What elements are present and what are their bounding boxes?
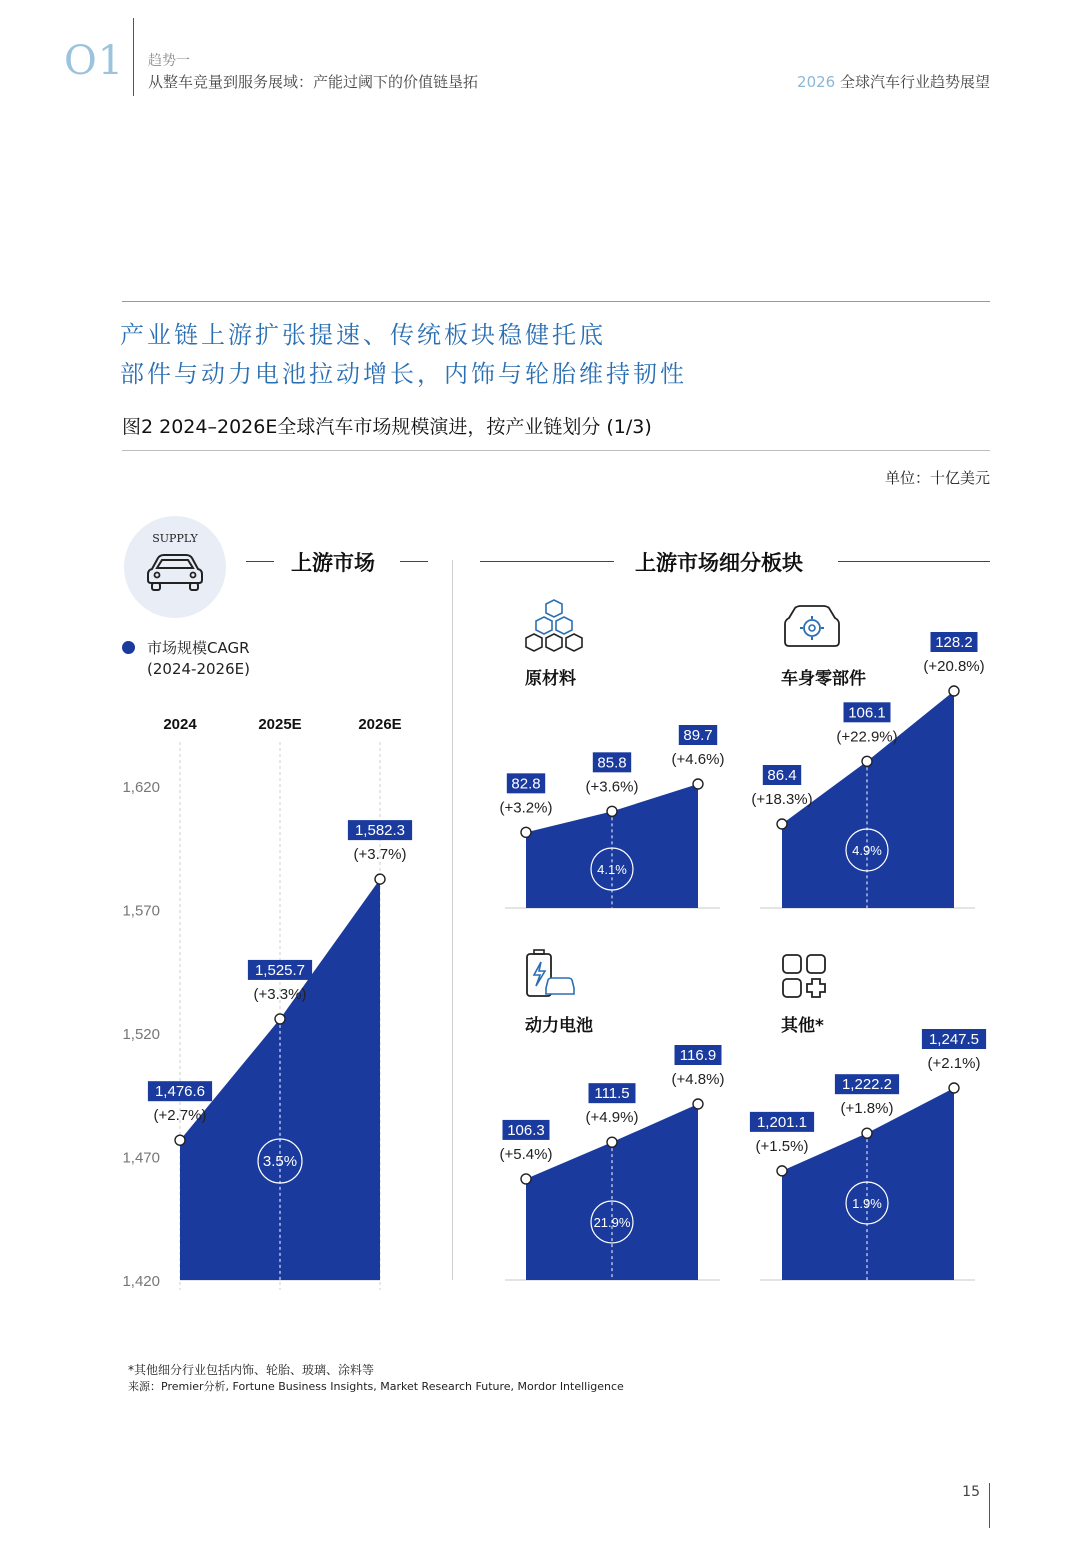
chart-4-growth-0: (+1.5%) [755, 1137, 809, 1155]
chart-2-point-0 [777, 819, 787, 829]
chart-3-value-2: 116.9 [679, 1047, 717, 1064]
main-ytick-0: 1,620 [122, 779, 160, 796]
chart-4-value-0: 1,201.1 [756, 1113, 808, 1131]
segment-title-battery: 动力电池 [525, 1016, 593, 1036]
page-number: 15 [962, 1484, 980, 1500]
chart-0-cagr-label: 3.5% [262, 1153, 298, 1170]
chart-1-value-0: 82.8 [511, 775, 541, 793]
main-category-0: 2024 [163, 716, 197, 733]
chart-1-value-2: 89.7 [683, 727, 713, 744]
main-ytick-2: 1,520 [122, 1026, 160, 1043]
chart-2-cagr-label: 4.9% [852, 843, 882, 858]
main-ytick-4: 1,420 [122, 1273, 160, 1290]
chart-4-point-1 [862, 1128, 872, 1138]
chart-1-growth-1: (+3.6%) [585, 778, 639, 796]
chart-4-value-2: 1,247.5 [928, 1031, 980, 1048]
supply-badge-text: SUPPLY [152, 532, 198, 545]
main-category-2: 2026E [358, 716, 402, 733]
chart-4-cagr-label: 1.9% [852, 1196, 882, 1211]
footnote-note: *其他细分行业包括内饰、轮胎、玻璃、涂料等 [128, 1363, 375, 1377]
chart-0-value-2: 1,582.3 [354, 822, 406, 840]
report-year: 2026 [797, 73, 836, 91]
main-ytick-1: 1,570 [122, 902, 160, 920]
segment-title-others: 其他* [781, 1016, 824, 1036]
figure-title: 图2 2024–2026E全球汽车市场规模演进，按产业链划分 (1/3) [122, 416, 652, 438]
chart-1-growth-0: (+3.2%) [499, 799, 553, 817]
chart-3-value-1: 111.5 [594, 1085, 630, 1103]
chart-1-point-2 [693, 779, 703, 789]
chart-2-value-1: 106.1 [848, 704, 886, 722]
page-number-rule [989, 1483, 990, 1528]
legend-line-1: 市场规模CAGR [147, 639, 250, 657]
chart-1-value-1: 85.8 [597, 754, 627, 772]
unit-label: 单位：十亿美元 [884, 469, 990, 487]
chart-0-point-1 [275, 1014, 285, 1024]
segment-title-body-parts: 车身零部件 [781, 669, 866, 689]
chart-3-value-0: 106.3 [507, 1121, 545, 1139]
segments-title: 上游市场细分板块 [635, 551, 803, 575]
chart-0-point-0 [175, 1135, 185, 1145]
chart-3-point-0 [521, 1174, 531, 1184]
trend-label: 趋势一 [148, 53, 190, 69]
chart-0-growth-0: (+2.7%) [153, 1107, 207, 1125]
chart-4-growth-1: (+1.8%) [840, 1100, 894, 1118]
chart-2-point-1 [862, 756, 872, 766]
chart-2-growth-2: (+20.8%) [923, 658, 985, 675]
chart-2-growth-1: (+22.9%) [836, 728, 898, 746]
section-number: O1 [64, 38, 125, 84]
trend-title: 从整车竞量到服务展域：产能过阈下的价值链垦拓 [148, 73, 479, 91]
headline-line-2: 部件与动力电池拉动增长，内饰与轮胎维持韧性 [120, 360, 687, 388]
chart-1-cagr-label: 4.1% [597, 862, 627, 877]
chart-4-point-2 [949, 1083, 959, 1093]
chart-0-value-1: 1,525.7 [254, 961, 306, 979]
chart-4-growth-2: (+2.1%) [927, 1055, 981, 1072]
main-ytick-3: 1,470 [122, 1149, 160, 1167]
chart-3-growth-1: (+4.9%) [585, 1109, 639, 1127]
segment-title-raw-materials: 原材料 [525, 669, 576, 689]
chart-4-value-1: 1,222.2 [841, 1076, 893, 1094]
chart-1-point-0 [521, 827, 531, 837]
chart-2-point-2 [949, 686, 959, 696]
chart-1-growth-2: (+4.6%) [671, 751, 725, 768]
legend-line-2: (2024-2026E) [147, 660, 250, 678]
chart-4-point-0 [777, 1166, 787, 1176]
chart-3-point-1 [607, 1137, 617, 1147]
headline-line-1: 产业链上游扩张提速、传统板块稳健托底 [120, 321, 606, 349]
chart-3-point-2 [693, 1099, 703, 1109]
chart-3-cagr-label: 21.9% [593, 1215, 631, 1230]
upstream-title: 上游市场 [291, 551, 375, 575]
chart-3-growth-0: (+5.4%) [499, 1145, 553, 1163]
chart-3-growth-2: (+4.8%) [671, 1071, 725, 1088]
chart-2-value-0: 86.4 [767, 767, 797, 784]
chart-2-growth-0: (+18.3%) [751, 791, 813, 808]
footnote-source: 来源：Premier分析, Fortune Business Insights, Market Research Future, Mordor Intelligence [128, 1380, 624, 1393]
chart-0-growth-2: (+3.7%) [353, 846, 407, 864]
chart-0-growth-1: (+3.3%) [253, 985, 307, 1003]
chart-2-value-2: 128.2 [935, 634, 973, 651]
chart-1-point-1 [607, 806, 617, 816]
chart-0-value-0: 1,476.6 [154, 1083, 206, 1101]
main-category-1: 2025E [258, 716, 302, 733]
chart-0-point-2 [375, 874, 385, 884]
report-title-text: 全球汽车行业趋势展望 [835, 73, 990, 91]
